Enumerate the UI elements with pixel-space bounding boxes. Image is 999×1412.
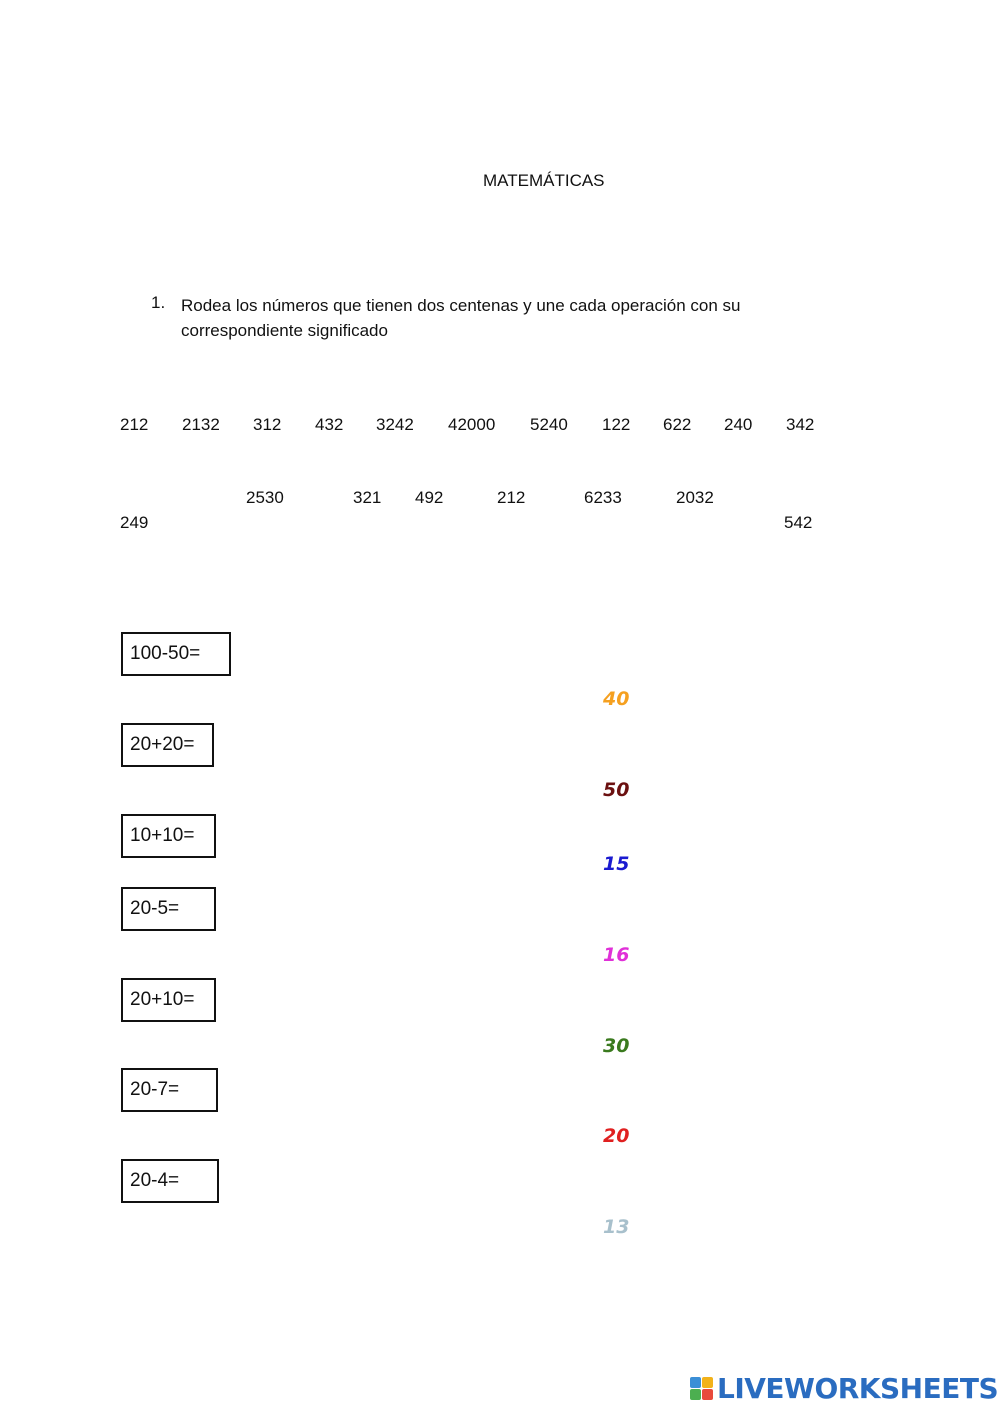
number-item[interactable]: 2530 (246, 488, 284, 507)
operation-box[interactable]: 20-5= (121, 887, 216, 931)
operation-box[interactable]: 10+10= (121, 814, 216, 858)
brand-text: LIVEWORKSHEETS (717, 1372, 999, 1405)
instruction-text: Rodea los números que tienen dos centenas y une cada operación con su correspondiente significado (181, 296, 741, 340)
number-item[interactable]: 249 (120, 513, 149, 532)
operation-box[interactable]: 20-4= (121, 1159, 219, 1203)
number-item[interactable]: 42000 (448, 415, 496, 434)
number-item[interactable]: 212 (497, 488, 526, 507)
number-item[interactable]: 240 (724, 415, 753, 434)
number-item[interactable]: 3242 (376, 415, 414, 434)
answer-value[interactable]: 15 (603, 853, 630, 875)
operation-box[interactable]: 20+20= (121, 723, 214, 767)
number-item[interactable]: 2032 (676, 488, 714, 507)
page-title: MATEMÁTICAS (483, 171, 605, 190)
answer-value[interactable]: 20 (603, 1125, 630, 1147)
answer-value[interactable]: 13 (603, 1216, 630, 1238)
number-item[interactable]: 2132 (182, 415, 220, 434)
answer-value[interactable]: 40 (603, 688, 630, 710)
number-item[interactable]: 321 (353, 488, 382, 507)
operation-box[interactable]: 20+10= (121, 978, 216, 1022)
number-item[interactable]: 122 (602, 415, 631, 434)
operation-box[interactable]: 100-50= (121, 632, 231, 676)
number-item[interactable]: 6233 (584, 488, 622, 507)
answer-value[interactable]: 16 (603, 944, 630, 966)
number-item[interactable]: 5240 (530, 415, 568, 434)
number-item[interactable]: 342 (786, 415, 815, 434)
number-item[interactable]: 542 (784, 513, 813, 532)
operation-box[interactable]: 20-7= (121, 1068, 218, 1112)
instruction-number: 1. (151, 293, 166, 312)
number-item[interactable]: 492 (415, 488, 444, 507)
brand-logo-icon (690, 1377, 713, 1400)
number-item[interactable]: 432 (315, 415, 344, 434)
number-item[interactable]: 622 (663, 415, 692, 434)
answer-value[interactable]: 30 (603, 1035, 630, 1057)
answer-value[interactable]: 50 (603, 779, 630, 801)
number-item[interactable]: 312 (253, 415, 282, 434)
number-item[interactable]: 212 (120, 415, 149, 434)
brand-watermark (690, 1372, 998, 1405)
